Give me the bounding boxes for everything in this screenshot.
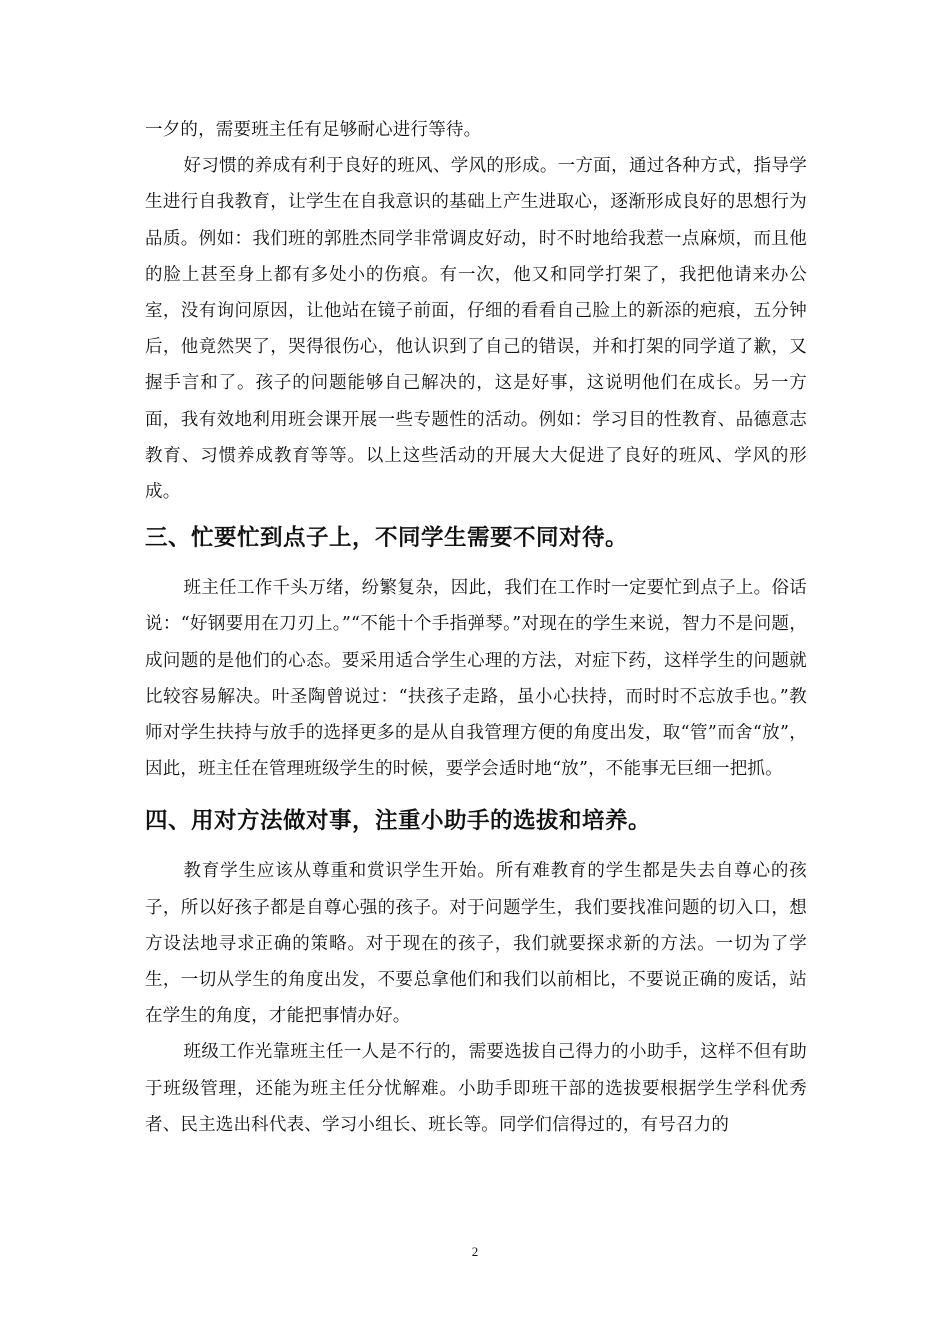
paragraph-respect-students: 教育学生应该从尊重和赏识学生开始。所有难教育的学生都是失去自尊心的孩子，所以好孩子都是自尊心强的孩子。对于问题学生，我们要找准问题的切入口，想方设法地寻求正确的策略。对于现在的孩子，我们就要探求新的方法。一切为了学生，一切从学生的角度出发，不要总拿他们和我们以前相比，不要说正确的废话，站在学生的角度，才能把事情办好。 — [145, 861, 807, 1027]
paragraph-class-helpers: 班级工作光靠班主任一人是不行的，需要选拔自己得力的小助手，这样不但有助于班级管理，还能为班主任分忧解难。小助手即班干部的选拔要根据学生学科优秀者、民主选出科代表、学习小组长、班长等。同学们信得过的，有号召力的 — [145, 1042, 807, 1135]
paragraph-continuation: 一夕的，需要班主任有足够耐心进行等待。 — [145, 120, 482, 140]
page-number: 2 — [471, 1244, 479, 1259]
paragraph-good-habits: 好习惯的养成有利于良好的班风、学风的形成。一方面，通过各种方式，指导学生进行自我教育，让学生在自我意识的基础上产生进取心，逐渐形成良好的思想行为品质。例如：我们班的郭胜杰同学非常调皮好动，时不时地给我惹一点麻烦，而且他的脸上甚至身上都有多处小的伤痕。有一次，他又和同学打架了，我把他请来办公室，没有询问原因，让他站在镜子前面，仔细的看看自己脸上的新添的疤痕，五分钟后，他竟然哭了，哭得很伤心，他认识到了自己的错误，并和打架的同学道了歉，又握手言和了。孩子的问题能够自己解决的，这是好事，这说明他们在成长。另一方面，我有效地利用班会课开展一些专题性的活动。例如：学习目的性教育、品德意志教育、习惯养成教育等等。以上这些活动的开展大大促进了良好的班风、学风的形成。 — [145, 156, 807, 503]
paragraph-focus-work: 班主任工作千头万绪，纷繁复杂，因此，我们在工作时一定要忙到点子上。俗话说：“好钢要用在刀刃上。”“不能十个手指弹琴。”对现在的学生来说，智力不是问题，成问题的是他们的心态。要采用适合学生心理的方法，对症下药，这样学生的问题就比较容易解决。叶圣陶曾说过：“扶孩子走路，虽小心扶持，而时时不忘放手也。”教师对学生扶持与放手的选择更多的是从自我管理方便的角度出发，取“管”而舍“放”，因此，班主任在管理班级学生的时候，要学会适时地“放”，不能事无巨细一把抓。 — [145, 578, 807, 780]
section-heading-4: 四、用对方法做对事，注重小助手的选拔和培养。 — [145, 808, 652, 835]
section-heading-3: 三、忙要忙到点子上，不同学生需要不同对待。 — [145, 525, 629, 552]
document-body — [145, 112, 807, 1143]
